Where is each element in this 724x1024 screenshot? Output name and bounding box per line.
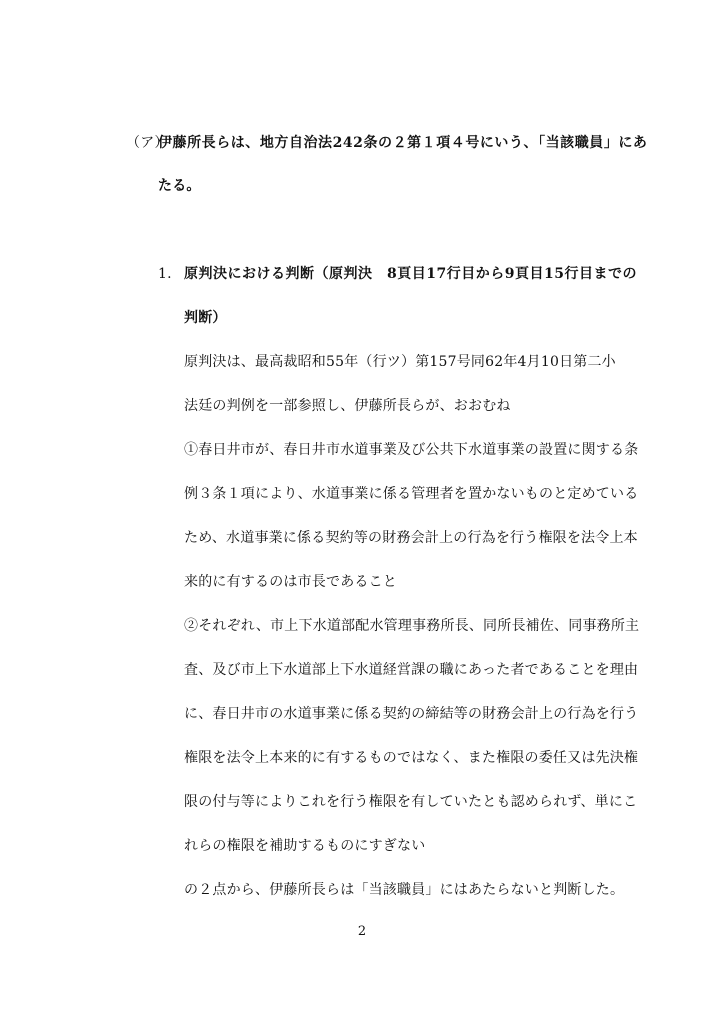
body-line: の２点から、伊藤所長らは「当該職員」にはあたらないと判断した。 bbox=[184, 882, 625, 898]
heading-line-1: 伊藤所長らは、地方自治法242条の２第１項４号にいう、「当該職員」にあ bbox=[158, 135, 648, 151]
body-line: 原判決は、最高裁昭和55年（行ツ）第157号同62年4月10日第二小 bbox=[184, 354, 616, 370]
body-line: 限の付与等によりこれを行う権限を有していたとも認められず、単にこ bbox=[184, 794, 638, 810]
section-number: 1. bbox=[158, 266, 172, 282]
page-number: 2 bbox=[357, 924, 367, 939]
section-title-line-2: 判断） bbox=[184, 310, 227, 326]
body-line: ②それぞれ、市上下水道部配水管理事務所長、同所長補佐、同事務所主 bbox=[184, 618, 640, 634]
heading-line-2: たる。 bbox=[158, 178, 201, 194]
body-line: れらの権限を補助するものにすぎない bbox=[184, 838, 426, 854]
heading-marker: （ア） bbox=[126, 135, 169, 151]
body-line: ため、水道事業に係る契約等の財務会計上の行為を行う権限を法令上本 bbox=[184, 530, 638, 546]
body-line: ①春日井市が、春日井市水道事業及び公共下水道事業の設置に関する条 bbox=[184, 442, 639, 458]
body-line: 査、及び市上下水道部上下水道経営課の職にあった者であることを理由 bbox=[184, 662, 639, 678]
body-line: 来的に有するのは市長であること bbox=[184, 574, 397, 590]
body-line: 例３条１項により、水道事業に係る管理者を置かないものと定めている bbox=[184, 486, 639, 502]
body-line: に、春日井市の水道事業に係る契約の締結等の財務会計上の行為を行う bbox=[184, 706, 639, 722]
body-line: 法廷の判例を一部参照し、伊藤所長らが、おおむね bbox=[184, 398, 511, 414]
section-title-line-1: 原判決における判断（原判決 8頁目17行目から9頁目15行目までの bbox=[184, 266, 637, 282]
body-line: 権限を法令上本来的に有するものではなく、また権限の委任又は先決権 bbox=[184, 750, 639, 766]
